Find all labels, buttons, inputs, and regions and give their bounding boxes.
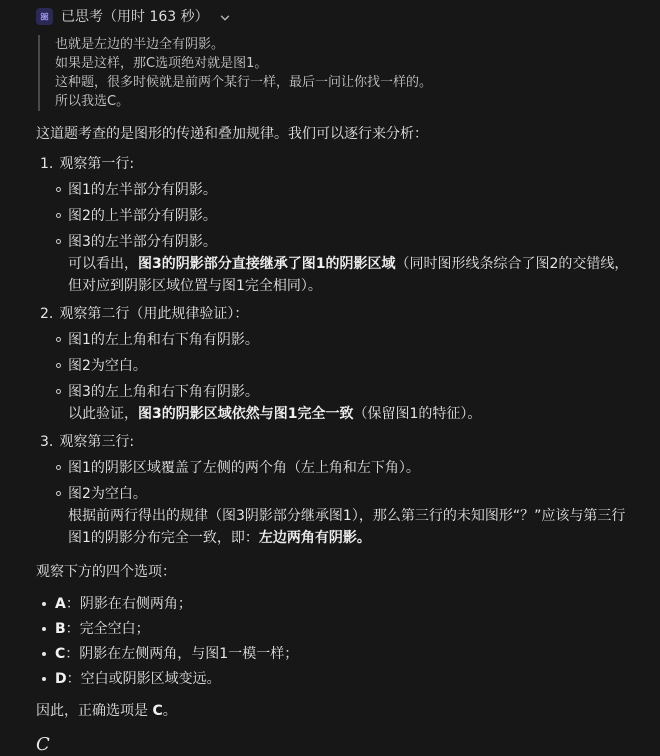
- conclusion-answer-letter: C: [152, 703, 163, 719]
- step-number: 3.: [40, 434, 54, 450]
- option-letter: B: [55, 621, 66, 637]
- assistant-answer: [36, 123, 638, 756]
- list-item: [58, 355, 638, 377]
- step-number: 1.: [40, 156, 54, 172]
- list-item: [58, 329, 638, 351]
- options-intro: 观察下方的四个选项：: [36, 564, 176, 580]
- conclusion-text: 。: [162, 703, 177, 719]
- list-item: [58, 457, 638, 479]
- chevron-down-icon: [219, 12, 231, 24]
- conclusion-text: 因此，正确选项是: [36, 703, 153, 719]
- option-text: ：空白或阴影区域变远。: [66, 671, 221, 687]
- final-answer-math: C: [36, 734, 50, 755]
- analysis-step-3: [36, 431, 638, 549]
- step-note: [68, 403, 638, 425]
- bullet-text: 图1的阴影区域覆盖了左侧的两个角（左上角和左下角）。: [68, 460, 420, 476]
- thinking-line: 如果是这样，那C选项绝对就是图1。: [55, 56, 268, 71]
- note-text: 可以看出，: [68, 256, 138, 272]
- thinking-line: 也就是左边的半边全有阴影。: [55, 37, 225, 52]
- intro-paragraph: 这道题考查的是图形的传递和叠加规律。我们可以逐行来分析：: [36, 126, 428, 142]
- step-note: [68, 505, 638, 549]
- thinking-line: 这种题，很多时候就是前两个某行一样，最后一问让你找一样的。: [55, 75, 433, 90]
- bullet-text: 图2为空白。: [68, 358, 147, 374]
- thinking-content: [38, 35, 638, 111]
- conclusion-paragraph: [36, 700, 638, 722]
- step-title: 观察第二行（用此规律验证）：: [59, 306, 249, 322]
- thinking-line: 所以我选C。: [55, 94, 130, 109]
- list-item: [58, 483, 638, 549]
- bullet-text: 图3的左半部分有阴影。: [68, 234, 217, 250]
- analysis-step-2: [36, 303, 638, 425]
- note-bold-text: 图3的阴影部分直接继承了图1的阴影区域: [138, 256, 396, 272]
- option-text: ：阴影在右侧两角；: [65, 596, 192, 612]
- thinking-sparkle-icon: [36, 8, 53, 25]
- options-list: [36, 593, 638, 690]
- option-letter: C: [55, 646, 66, 662]
- list-item: [58, 205, 638, 227]
- step-title: 观察第三行:: [59, 434, 135, 450]
- option-c: [36, 643, 638, 665]
- bullet-text: 图1的左上角和右下角有阴影。: [68, 332, 259, 348]
- thinking-toggle-label: 已思考（用时 163 秒）: [61, 9, 209, 25]
- note-bold-text: 图3的阴影区域依然与图1完全一致: [138, 406, 354, 422]
- option-text: ：完全空白；: [65, 621, 150, 637]
- note-text: （保留图1的特征）。: [353, 406, 482, 422]
- note-text: 根据前两行得出的规律（图3阴影部分继承图1），那么第三行的未知图形“？”应该与第三行图1的阴影分布完全一致，即：: [68, 508, 626, 546]
- bullet-text: 图2的上半部分有阴影。: [68, 208, 217, 224]
- bullet-text: 图2为空白。: [68, 486, 147, 502]
- bullet-text: 图3的左上角和右下角有阴影。: [68, 384, 259, 400]
- option-b: [36, 618, 638, 640]
- analysis-step-1: [36, 153, 638, 297]
- option-text: ：阴影在左侧两角，与图1一模一样；: [65, 646, 299, 662]
- option-a: [36, 593, 638, 615]
- step-title: 观察第一行:: [59, 156, 135, 172]
- note-bold-text: 左边两角有阴影。: [258, 530, 371, 546]
- step-number: 2.: [40, 306, 54, 322]
- list-item: [58, 179, 638, 201]
- list-item: [58, 381, 638, 425]
- option-letter: D: [55, 671, 67, 687]
- note-text: 以此验证，: [68, 406, 138, 422]
- list-item: [58, 231, 638, 297]
- step-note: [68, 253, 638, 297]
- option-d: [36, 668, 638, 690]
- bullet-text: 图1的左半部分有阴影。: [68, 182, 217, 198]
- option-letter: A: [55, 596, 66, 612]
- thinking-toggle[interactable]: [36, 5, 638, 27]
- note-text: （同时图形线条综合了图2的交错线，但对应到阴影区域位置与图1完全相同）。: [68, 256, 629, 294]
